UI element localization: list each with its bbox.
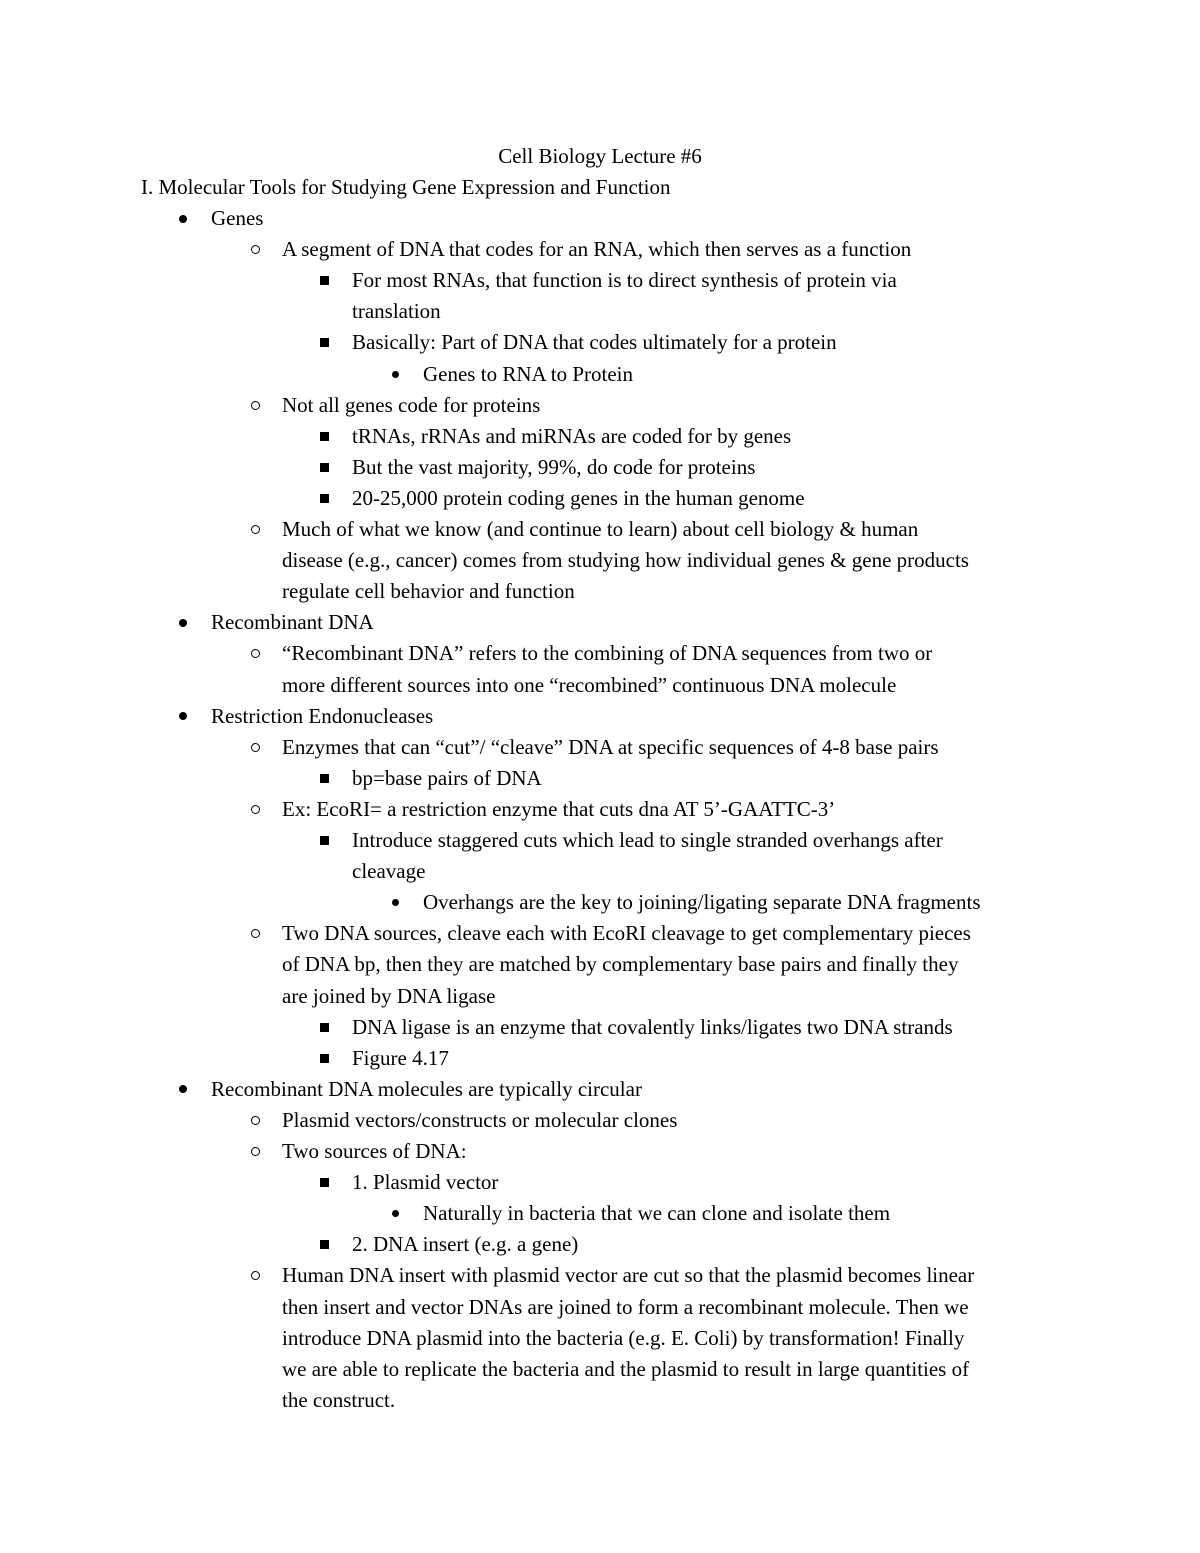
outline-item-level-2: Two sources of DNA: (282, 1139, 467, 1163)
circle-bullet-icon (251, 649, 260, 658)
circle-bullet-icon (251, 1116, 260, 1125)
square-bullet-icon (320, 338, 329, 347)
disc-bullet-icon (179, 215, 187, 223)
outline-item-level-1: Genes (211, 206, 264, 230)
outline-line-continuation: regulate cell behavior and function (282, 579, 575, 604)
square-bullet-icon (320, 1178, 329, 1187)
outline-line-continuation: then insert and vector DNAs are joined to form a recombinant molecule. Then we (282, 1294, 969, 1319)
outline-item-level-4: Overhangs are the key to joining/ligating separate DNA fragments (423, 890, 981, 915)
disc-bullet-icon (392, 1210, 399, 1217)
outline-line-continuation: cleavage (352, 859, 426, 884)
square-bullet-icon (320, 1023, 329, 1032)
outline-line-continuation: of DNA bp, then they are matched by complementary base pairs and finally they (282, 952, 959, 977)
circle-bullet-icon (251, 1147, 260, 1156)
outline-item-level-3: tRNAs, rRNAs and miRNAs are coded for by genes (352, 423, 792, 448)
square-bullet-icon (320, 774, 329, 783)
outline-item-level-3: Introduce staggered cuts which lead to single stranded overhangs after (352, 828, 943, 852)
circle-bullet-icon (251, 525, 260, 534)
outline-item-level-2: Ex: EcoRI= a restriction enzyme that cuts dna AT 5’-GAATTC-3’ (282, 796, 836, 821)
outline-item-level-3: Figure 4.17 (352, 1045, 449, 1070)
outline-item-level-2: “Recombinant DNA” refers to the combining of DNA sequences from two or (282, 641, 933, 666)
outline-item-level-3: 20-25,000 protein coding genes in the human genome (352, 485, 805, 510)
outline-line-continuation: disease (e.g., cancer) comes from studying how individual genes & gene products (282, 548, 969, 573)
outline-line-continuation: more different sources into one “recombined” continuous DNA molecule (282, 672, 897, 697)
outline-item-level-3: 2. DNA insert (e.g. a gene) (352, 1232, 579, 1257)
circle-bullet-icon (251, 401, 260, 410)
document-title: Cell Biology Lecture #6 (498, 144, 702, 168)
outline-item-level-3: 1. Plasmid vector (352, 1170, 499, 1195)
outline-item-level-3: Basically: Part of DNA that codes ultimately for a protein (352, 330, 837, 355)
outline-item-level-1: Restriction Endonucleases (211, 703, 434, 728)
outline-item-level-2: Two DNA sources, cleave each with EcoRI cleavage to get complementary pieces (282, 921, 971, 946)
square-bullet-icon (320, 494, 329, 503)
outline-item-level-2: Much of what we know (and continue to learn) about cell biology & human (282, 517, 919, 541)
disc-bullet-icon (179, 619, 187, 627)
outline-item-level-1: Recombinant DNA (211, 610, 374, 635)
outline-item-level-1: Recombinant DNA molecules are typically circular (211, 1076, 642, 1101)
outline-item-level-2: Enzymes that can “cut”/ “cleave” DNA at specific sequences of 4-8 base pairs (282, 734, 939, 759)
circle-bullet-icon (251, 743, 260, 752)
outline-line-continuation: the construct. (282, 1387, 396, 1412)
outline-item-level-2: Human DNA insert with plasmid vector are cut so that the plasmid becomes linear (282, 1263, 975, 1288)
outline-line-continuation: are joined by DNA ligase (282, 983, 496, 1008)
disc-bullet-icon (392, 371, 399, 378)
square-bullet-icon (320, 1240, 329, 1249)
outline-item-level-2: Not all genes code for proteins (282, 392, 541, 417)
circle-bullet-icon (251, 805, 260, 814)
outline-item-level-4: Naturally in bacteria that we can clone and isolate them (423, 1201, 891, 1226)
outline-line-continuation: introduce DNA plasmid into the bacteria (e.g. E. Coli) by transformation! Finally (282, 1325, 965, 1350)
outline-item-level-4: Genes to RNA to Protein (423, 361, 633, 386)
outline-line-continuation: translation (352, 299, 441, 324)
square-bullet-icon (320, 276, 329, 285)
outline-item-level-3: DNA ligase is an enzyme that covalently links/ligates two DNA strands (352, 1014, 953, 1039)
section-heading: I. Molecular Tools for Studying Gene Expression and Function (141, 175, 671, 199)
circle-bullet-icon (251, 245, 260, 254)
outline-line-continuation: we are able to replicate the bacteria and the plasmid to result in large quantities of (282, 1356, 970, 1381)
outline-item-level-3: bp=base pairs of DNA (352, 765, 542, 790)
outline-item-level-2: A segment of DNA that codes for an RNA, which then serves as a function (282, 237, 912, 262)
outline-item-level-3: But the vast majority, 99%, do code for proteins (352, 454, 756, 479)
outline-item-level-3: For most RNAs, that function is to direct synthesis of protein via (352, 268, 897, 293)
circle-bullet-icon (251, 929, 260, 938)
square-bullet-icon (320, 432, 329, 441)
disc-bullet-icon (179, 1085, 187, 1093)
circle-bullet-icon (251, 1271, 260, 1280)
square-bullet-icon (320, 836, 329, 845)
disc-bullet-icon (179, 712, 187, 720)
square-bullet-icon (320, 1054, 329, 1063)
disc-bullet-icon (392, 899, 399, 906)
outline-item-level-2: Plasmid vectors/constructs or molecular clones (282, 1107, 678, 1132)
square-bullet-icon (320, 463, 329, 472)
